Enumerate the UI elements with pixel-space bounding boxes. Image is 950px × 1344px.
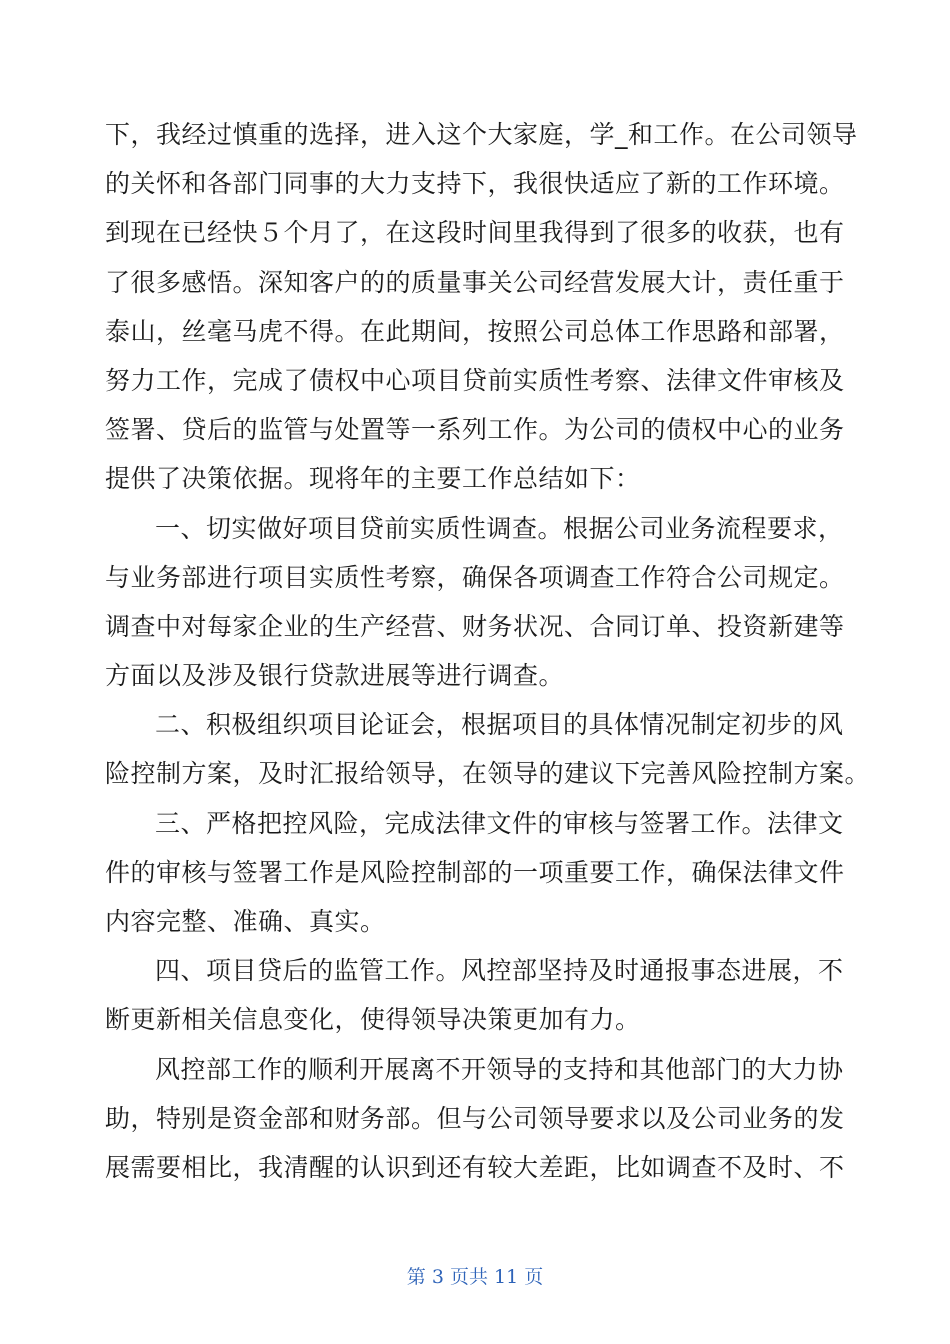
text-line: 签署、贷后的监管与处置等一系列工作。为公司的债权中心的业务 [105, 415, 845, 445]
text-line: 泰山，丝毫马虎不得。在此期间，按照公司总体工作思路和部署， [105, 316, 845, 346]
text-line: 提供了决策依据。现将年的主要工作总结如下： [105, 464, 641, 494]
text-line: 展需要相比，我清醒的认识到还有较大差距，比如调查不及时、不 [105, 1152, 845, 1182]
text-line: 与业务部进行项目实质性考察，确保各项调查工作符合公司规定。 [105, 562, 845, 592]
page-number-footer: 第 3 页共 11 页 [406, 1266, 544, 1288]
text-line: 努力工作，完成了债权中心项目贷前实质性考察、法律文件审核及 [105, 365, 845, 395]
paragraph-start-line: 二、积极组织项目论证会，根据项目的具体情况制定初步的风 [155, 710, 844, 740]
text-line: 方面以及涉及银行贷款进展等进行调查。 [105, 661, 565, 691]
text-line: 内容完整、准确、真实。 [105, 907, 386, 936]
text-line: 到现在已经快５个月了，在这段时间里我得到了很多的收获，也有 [105, 218, 845, 248]
text-line: 下，我经过慎重的选择，进入这个大家庭，学_和工作。在公司领导 [105, 120, 858, 149]
document-body [105, 110, 871, 1192]
text-line: 断更新相关信息变化，使得领导决策更加有力。 [105, 1005, 641, 1035]
text-line: 的关怀和各部门同事的大力支持下，我很快适应了新的工作环境。 [105, 169, 845, 199]
paragraph-start-line: 风控部工作的顺利开展离不开领导的支持和其他部门的大力协 [155, 1054, 844, 1084]
paragraph-start-line: 三、严格把控风险，完成法律文件的审核与签署工作。法律文 [155, 808, 844, 838]
paragraph-start-line: 一、切实做好项目贷前实质性调查。根据公司业务流程要求， [155, 513, 844, 543]
text-line: 调查中对每家企业的生产经营、财务状况、合同订单、投资新建等 [105, 611, 845, 641]
paragraph-start-line: 四、项目贷后的监管工作。风控部坚持及时通报事态进展，不 [155, 956, 844, 986]
text-line: 险控制方案，及时汇报给领导，在领导的建议下完善风险控制方案。 [105, 759, 871, 789]
text-line: 了很多感悟。深知客户的的质量事关公司经营发展大计，责任重于 [105, 267, 845, 297]
text-line: 件的审核与签署工作是风险控制部的一项重要工作，确保法律文件 [105, 857, 845, 887]
text-line: 助，特别是资金部和财务部。但与公司领导要求以及公司业务的发 [105, 1103, 845, 1133]
